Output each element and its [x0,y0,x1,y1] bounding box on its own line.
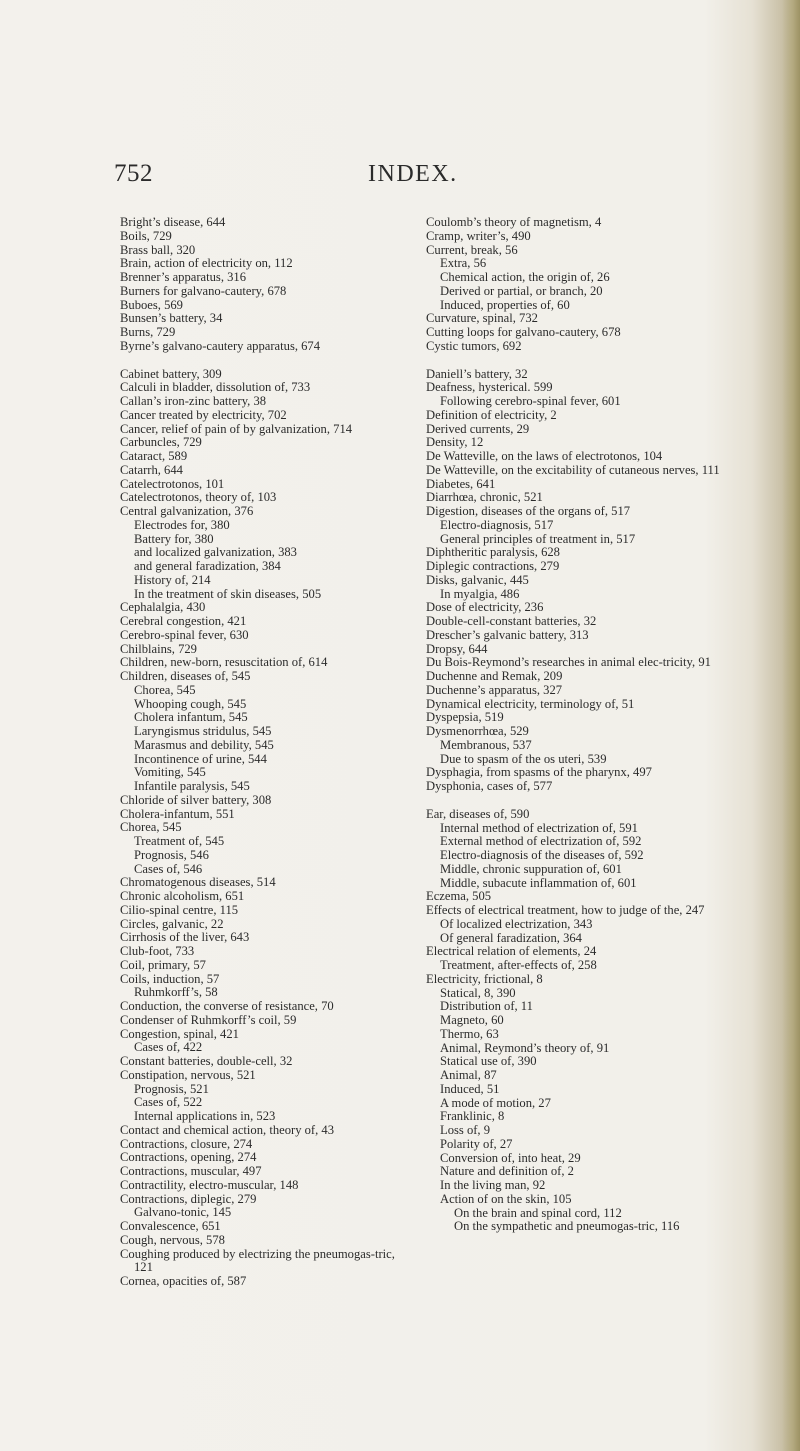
index-subentry: External method of electrization of, 592 [440,834,642,849]
index-entry: Effects of electrical treatment, how to judge of the, 247 [426,903,705,917]
index-subentry: Extra, 56 [440,256,487,271]
index-entry: Congestion, spinal, 421 [120,1026,239,1041]
index-entry: Dysmenorrhœa, 529 [426,724,529,738]
index-entry: Boils, 729 [120,228,172,243]
index-subentry: Action of on the skin, 105 [440,1191,572,1206]
index-subentry: Laryngismus stridulus, 545 [134,724,272,738]
index-subentry: Ruhmkorff’s, 58 [134,985,218,1000]
index-entry: Contact and chemical action, theory of, 43 [120,1122,335,1137]
index-entry: Dose of electricity, 236 [426,600,544,615]
index-entry: Club-foot, 733 [120,944,195,958]
index-subentry: Statical use of, 390 [440,1054,537,1069]
index-entry: Eczema, 505 [426,889,492,904]
page-number: 752 [114,160,153,187]
index-subentry: Internal method of electrization of, 591 [440,820,638,835]
index-entry: Chloride of silver battery, 308 [120,792,272,807]
index-entry: Diphtheritic paralysis, 628 [426,545,560,560]
index-entry: Cystic tumors, 692 [426,338,522,353]
index-subentry: and localized galvanization, 383 [134,545,297,560]
index-subentry: Galvano-tonic, 145 [134,1205,232,1220]
index-entry: Digestion, diseases of the organs of, 517 [426,504,631,518]
index-entry: De Watteville, on the laws of electrotonos, 104 [426,449,663,463]
index-entry: Dyspepsia, 519 [426,710,504,725]
index-entry: Catelectrotonos, theory of, 103 [120,490,277,505]
index-subentry: Cases of, 546 [134,861,203,876]
index-entry: Cephalalgia, 430 [120,600,206,615]
index-subentry: Statical, 8, 390 [440,985,516,1000]
index-entry: Calculi in bladder, dissolution of, 733 [120,380,311,395]
index-entry: Disks, galvanic, 445 [426,572,529,587]
index-subentry: Cholera infantum, 545 [134,710,248,725]
index-subentry: A mode of motion, 27 [440,1095,551,1110]
index-entry: Cirrhosis of the liver, 643 [120,930,250,945]
index-subentry: Loss of, 9 [440,1123,491,1137]
index-subentry: Electro-diagnosis, 517 [440,517,554,532]
index-entry: Duchenne and Remak, 209 [426,669,563,683]
index-subentry: In myalgia, 486 [440,586,520,601]
index-entry: Catelectrotonos, 101 [120,476,225,491]
index-entry: Curvature, spinal, 732 [426,311,538,326]
index-entry: Cough, nervous, 578 [120,1232,225,1247]
index-subentry: Conversion of, into heat, 29 [440,1150,581,1165]
index-entry: Diabetes, 641 [426,476,496,491]
index-entry: Conduction, the converse of resistance, 70 [120,999,334,1013]
index-subentry: Internal applications in, 523 [134,1109,276,1123]
index-entry: Coils, induction, 57 [120,971,220,986]
index-subentry: Prognosis, 521 [134,1081,209,1096]
index-entry: Cholera-infantum, 551 [120,806,235,821]
index-entry: Condenser of Ruhmkorff’s coil, 59 [120,1012,297,1027]
index-entry: Dynamical electricity, terminology of, 51 [426,696,635,711]
index-subentry: Thermo, 63 [440,1026,499,1041]
index-subentry: Induced, 51 [440,1081,500,1096]
index-entry: Cutting loops for galvano-cautery, 678 [426,325,621,339]
index-subentry: Franklinic, 8 [440,1109,505,1124]
index-entry: Cerebral congestion, 421 [120,614,247,628]
index-subentry: Infantile paralysis, 545 [134,779,250,793]
index-entry: Brass ball, 320 [120,242,196,257]
index-subentry: Following cerebro-spinal fever, 601 [440,394,621,408]
index-subentry: Incontinence of urine, 544 [134,751,267,766]
index-entry: Cilio-spinal centre, 115 [120,902,239,917]
index-entry: Diplegic contractions, 279 [426,559,560,573]
index-entry: Carbuncles, 729 [120,435,202,450]
index-entry: Chronic alcoholism, 651 [120,889,245,903]
index-subentry: Vomiting, 545 [134,765,206,780]
index-subentry: Polarity of, 27 [440,1136,513,1151]
index-entry: Bright’s disease, 644 [120,215,226,229]
index-entry: Catarrh, 644 [120,462,183,477]
index-entry: Byrne’s galvano-cautery apparatus, 674 [120,338,321,353]
index-entry: Drescher’s galvanic battery, 313 [426,627,589,642]
index-subentry: Treatment of, 545 [134,834,225,848]
index-entry: Cerebro-spinal fever, 630 [120,627,249,642]
index-entry: Cancer, relief of pain of by galvanization, 714 [120,421,353,436]
index-entry: Constipation, nervous, 521 [120,1067,256,1082]
index-entry: Cornea, opacities of, 587 [120,1274,247,1288]
index-column-left [120,216,416,1289]
index-entry: Deafness, hysterical. 599 [426,380,553,395]
index-entry: Dysphonia, cases of, 577 [426,779,553,793]
index-subentry: In the treatment of skin diseases, 505 [134,586,322,601]
index-entry: Circles, galvanic, 22 [120,916,224,931]
section-gap [120,354,416,368]
page-header [0,160,800,194]
index-entry: Children, diseases of, 545 [120,669,251,683]
index-subentry: Derived or partial, or branch, 20 [440,283,603,298]
section-gap [426,354,744,368]
index-subentry: Of general faradization, 364 [440,930,582,945]
index-entry: Cataract, 589 [120,449,188,463]
index-entry: Burners for galvano-cautery, 678 [120,283,287,298]
section-gap [426,794,744,808]
page-edge-shadow [782,0,800,1451]
index-entry: Chromatogenous diseases, 514 [120,875,276,890]
index-entry: Bunsen’s battery, 34 [120,311,223,326]
index-subentry: Battery for, 380 [134,531,214,546]
index-subentry: Middle, chronic suppuration of, 601 [440,861,622,876]
running-head: INDEX. [368,161,458,187]
index-subentry: Marasmus and debility, 545 [134,737,274,752]
index-entry: Convalescence, 651 [120,1219,221,1233]
index-entry: Cabinet battery, 309 [120,366,222,381]
index-entry: Callan’s iron-zinc battery, 38 [120,394,267,408]
index-subentry: On the sympathetic and pneumogas-tric, 116 [454,1219,680,1234]
index-subentry: Due to spasm of the os uteri, 539 [440,751,607,766]
index-entry: Current, break, 56 [426,242,518,257]
index-entry: Coulomb’s theory of magnetism, 4 [426,215,602,229]
index-subentry: Chorea, 545 [134,682,196,697]
index-entry: Coughing produced by electrizing the pneumogas-tric, 121 [120,1246,399,1275]
index-entry: Children, new-born, resuscitation of, 614 [120,655,328,670]
index-entry: Contractility, electro-muscular, 148 [120,1177,299,1192]
index-entry: Dysphagia, from spasms of the pharynx, 497 [426,765,652,780]
index-subentry: In the living man, 92 [440,1178,546,1192]
index-entry: Brain, action of electricity on, 112 [120,256,293,271]
index-entry: Diarrhœa, chronic, 521 [426,490,543,505]
index-entry: Contractions, muscular, 497 [120,1164,262,1178]
index-entry: Ear, diseases of, 590 [426,806,530,821]
index-entry: Contractions, opening, 274 [120,1150,257,1165]
index-entry: Density, 12 [426,435,484,450]
index-entry: Double-cell-constant batteries, 32 [426,614,597,628]
index-subentry: Prognosis, 546 [134,847,209,862]
index-entry: De Watteville, on the excitability of cutaneous nerves, 111 [426,462,720,477]
index-entry: Du Bois-Reymond’s researches in animal elec-tricity, 91 [426,655,711,670]
index-entry: Contractions, diplegic, 279 [120,1191,257,1206]
index-entry: Derived currents, 29 [426,421,530,436]
index-entry: Coil, primary, 57 [120,957,206,972]
index-entry: Daniell’s battery, 32 [426,366,528,381]
index-entry: Cramp, writer’s, 490 [426,228,531,243]
index-entry: Definition of electricity, 2 [426,407,557,422]
index-subentry: Induced, properties of, 60 [440,297,570,312]
index-entry: Electrical relation of elements, 24 [426,944,597,959]
index-subentry: Chemical action, the origin of, 26 [440,270,610,284]
index-subentry: Animal, Reymond’s theory of, 91 [440,1040,610,1055]
index-subentry: Nature and definition of, 2 [440,1164,574,1179]
index-subentry: and general faradization, 384 [134,559,281,573]
index-subentry: Of localized electrization, 343 [440,916,593,931]
index-subentry: Whooping cough, 545 [134,696,247,711]
index-entry: Dropsy, 644 [426,641,488,656]
index-subentry: History of, 214 [134,572,211,587]
index-column-right [426,216,744,1234]
index-entry: Chorea, 545 [120,820,182,835]
index-subentry: Treatment, after-effects of, 258 [440,958,597,972]
index-entry: Brenner’s apparatus, 316 [120,270,247,284]
index-entry: Constant batteries, double-cell, 32 [120,1054,293,1068]
index-entry: Burns, 729 [120,325,176,339]
index-subentry: Animal, 87 [440,1068,497,1082]
index-entry: Duchenne’s apparatus, 327 [426,682,563,697]
index-entry: Cancer treated by electricity, 702 [120,407,287,422]
index-subentry: Distribution of, 11 [440,999,533,1014]
index-subentry: General principles of treatment in, 517 [440,531,636,546]
index-subentry: Membranous, 537 [440,737,532,752]
index-subentry: Cases of, 422 [134,1040,203,1055]
index-entry: Contractions, closure, 274 [120,1136,253,1151]
index-entry: Buboes, 569 [120,297,183,312]
index-subentry: Cases of, 522 [134,1095,203,1110]
index-entry: Electricity, frictional, 8 [426,971,543,986]
index-subentry: Magneto, 60 [440,1013,504,1027]
index-entry: Chilblains, 729 [120,641,197,656]
index-entry: Central galvanization, 376 [120,504,254,518]
index-subentry: Electrodes for, 380 [134,517,230,532]
index-subentry: Electro-diagnosis of the diseases of, 592 [440,848,644,862]
index-subentry: Middle, subacute inflammation of, 601 [440,875,637,890]
index-subentry: On the brain and spinal cord, 112 [454,1205,622,1220]
